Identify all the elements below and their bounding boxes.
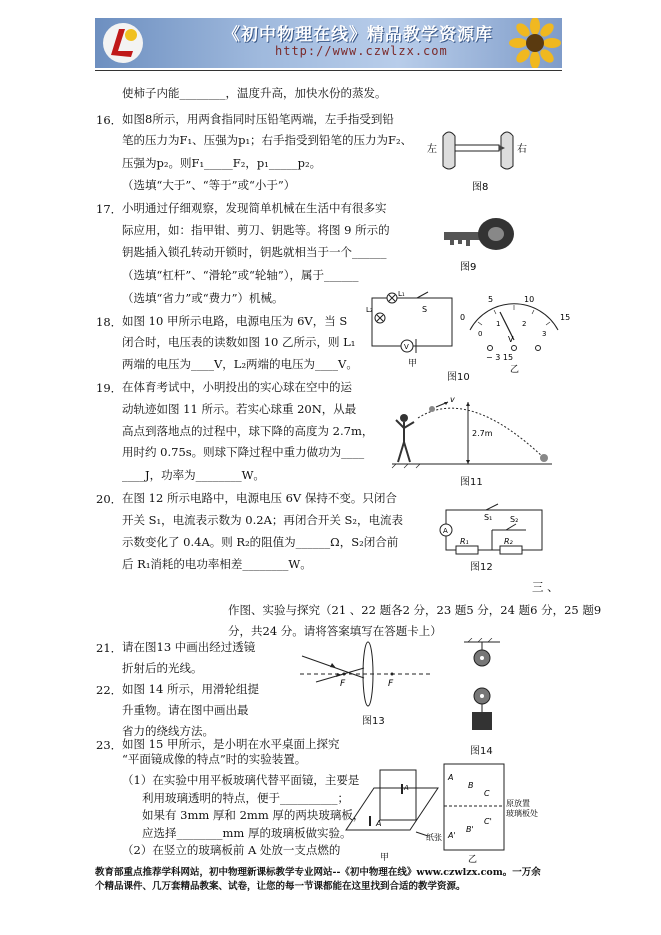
svg-text:B: B: [468, 781, 474, 790]
text-line: 在图 12 所示电路中，电源电压 6V 保持不变。只闭合: [122, 491, 397, 505]
svg-text:乙: 乙: [510, 365, 520, 375]
text-line: 应选择________mm 厚的玻璃板做实验。: [142, 826, 352, 840]
svg-text:S₁: S₁: [484, 513, 493, 522]
svg-text:玻璃板处: 玻璃板处: [506, 809, 538, 818]
text-line: 小明通过仔细观察，发现简单机械在生活中有很多实: [122, 201, 387, 215]
svg-text:2: 2: [522, 320, 527, 328]
text-line: 两端的电压为____V，L₂两端的电压为____V。: [122, 357, 358, 371]
figure-13: [296, 638, 436, 710]
svg-text:− 3 15: − 3 15: [486, 353, 514, 362]
svg-text:5: 5: [488, 295, 494, 304]
fig9-caption: 图9: [460, 262, 477, 273]
text-line: 如果有 3mm 厚和 2mm 厚的两块玻璃板，: [142, 808, 365, 822]
text-line: 动轨迹如图 11 所示。若实心球重 20N，从最: [122, 402, 357, 416]
svg-text:A': A': [448, 831, 456, 840]
text-line: （2）在竖立的玻璃板前 A 处放一支点燃的: [122, 843, 341, 857]
fig11-caption: 图11: [460, 477, 483, 488]
text-line: 际应用，如：指甲钳、剪刀、钥匙等。将图 9 所示的: [122, 223, 390, 237]
text-line: 使柿子内能________，温度升高，加快水份的蒸发。: [122, 86, 387, 100]
fig8-left-label: 左: [427, 144, 437, 155]
svg-text:原放置: 原放置: [506, 799, 530, 808]
banner-title: 《初中物理在线》精品教学资源库: [223, 25, 493, 45]
svg-text:S: S: [422, 305, 428, 314]
text-line: 升重物。请在图中画出最: [122, 703, 249, 717]
text-line: ____J，功率为________W。: [122, 468, 265, 482]
text-line: 折射后的光线。: [122, 661, 203, 675]
figure-15: [340, 760, 540, 866]
text-line: （选填“杠杆”、“滑轮”或“轮轴”），属于______: [122, 268, 359, 282]
fig13-caption: 图13: [362, 716, 385, 727]
svg-text:V: V: [404, 343, 409, 351]
svg-text:2.7m: 2.7m: [472, 429, 493, 438]
svg-text:C: C: [484, 789, 490, 798]
text-line: （选填“省力”或“费力”）机械。: [122, 291, 284, 305]
svg-text:A: A: [376, 819, 382, 828]
question-number: 21．: [96, 641, 123, 655]
banner-url[interactable]: http://www.czwlzx.com: [275, 44, 448, 58]
svg-text:C': C': [484, 817, 492, 826]
svg-text:F: F: [340, 679, 346, 689]
figure-8: [425, 126, 535, 194]
svg-text:L₁: L₁: [398, 290, 405, 298]
text-line: 如图 14 所示，用滑轮组提: [122, 682, 259, 696]
text-line: 钥匙插入锁孔转动开锁时，钥匙就相当于一个______: [122, 245, 387, 259]
figure-9: [440, 212, 520, 276]
text-line: （1）在实验中用平板玻璃代替平面镜，主要是: [122, 773, 360, 787]
text-line: 如图 15 甲所示，是小明在水平桌面上探究: [122, 737, 340, 751]
question-number: 16．: [96, 113, 123, 127]
text-line: 如图 10 甲所示电路，电源电压为 6V，当 S: [122, 314, 348, 328]
svg-text:v: v: [450, 395, 455, 404]
logo-icon: [101, 21, 145, 65]
text-line: 用时约 0.75s。则球下降过程中重力做功为____: [122, 445, 365, 459]
svg-text:F: F: [388, 679, 394, 689]
text-line: 省力的绕线方法。: [122, 724, 214, 738]
text-line: 开关 S₁，电流表示数为 0.2A；再闭合开关 S₂，电流表: [122, 513, 404, 527]
svg-text:10: 10: [524, 295, 535, 304]
question-number: 22．: [96, 683, 123, 697]
text-line: 压强为p₂。则F₁_____F₂，p₁_____p₂。: [122, 156, 322, 170]
svg-text:A: A: [448, 773, 454, 782]
figure-12: [436, 500, 552, 558]
header-separator: [95, 70, 562, 71]
text-line: 分，共24 分。请将答案填写在答题卡上）: [228, 624, 442, 638]
svg-text:A: A: [404, 784, 409, 792]
text-line: 闭合时，电压表的读数如图 10 乙所示，则 L₁: [122, 335, 356, 349]
text-line: 作图、实验与探究（21 、22 题各2 分，23 题5 分，24 题6 分，25 题9: [228, 603, 602, 617]
figure-11: [388, 392, 556, 472]
header-banner: [95, 18, 562, 68]
svg-text:B': B': [466, 825, 474, 834]
footer-line-1: 教育部重点推荐学科网站，初中物理新课标教学专业网站--《初中物理在线》www.czwlzx.com。一万余: [95, 867, 541, 878]
text-line: （选填“大于”、“等于”或“小于”）: [122, 178, 296, 192]
figure-14: [460, 638, 504, 744]
footer-line-2: 个精品课件、几万套精品教案、试卷，让您的每一节课都能在这里找到合适的教学资源。: [95, 881, 466, 892]
text-line: 笔的压力为F₁、压强为p₁；右手指受到铅笔的压力为F₂、: [122, 133, 413, 147]
svg-text:A: A: [443, 527, 448, 535]
question-number: 23．: [96, 738, 123, 752]
question-number: 18．: [96, 315, 123, 329]
text-line: 在体育考试中，小明投出的实心球在空中的运: [122, 380, 352, 394]
fig14-caption: 图14: [470, 746, 493, 757]
text-line: 利用玻璃透明的特点，便于__________；: [142, 791, 349, 805]
figure-10: [362, 290, 574, 380]
fig8-right-label: 右: [517, 144, 527, 155]
svg-text:乙: 乙: [468, 855, 478, 865]
svg-text:L₂: L₂: [366, 306, 373, 314]
fig8-caption: 图8: [472, 182, 489, 193]
svg-text:纸张: 纸张: [426, 833, 442, 842]
text-line: 三 、: [532, 580, 559, 594]
text-line: 请在图13 中画出经过透镜: [122, 640, 256, 654]
text-line: “平面镜成像的特点”时的实验装置。: [122, 752, 307, 766]
question-number: 17．: [96, 202, 123, 216]
svg-text:R₂: R₂: [504, 537, 513, 546]
svg-text:甲: 甲: [408, 359, 418, 369]
fig10-caption: 图10: [447, 372, 470, 383]
svg-text:S₂: S₂: [510, 515, 519, 524]
svg-text:3: 3: [542, 330, 547, 338]
sunflower-icon: [505, 18, 562, 68]
fig12-caption: 图12: [470, 562, 493, 573]
text-line: 如图8所示，用两食指同时压铅笔两端，左手指受到铅: [122, 112, 394, 126]
svg-text:R₁: R₁: [460, 537, 469, 546]
question-number: 19．: [96, 381, 123, 395]
text-line: 高点到落地点的过程中，球下降的高度为 2.7m，: [122, 424, 374, 438]
svg-text:0: 0: [460, 313, 466, 322]
svg-text:甲: 甲: [380, 853, 390, 863]
question-number: 20．: [96, 492, 123, 506]
text-line: 后 R₁消耗的电功率相差________W。: [122, 557, 312, 571]
svg-text:0: 0: [478, 330, 483, 338]
svg-text:15: 15: [560, 313, 571, 322]
svg-text:1: 1: [496, 320, 501, 328]
text-line: 示数变化了 0.4A。则 R₂的阻值为______Ω，S₂闭合前: [122, 535, 399, 549]
svg-text:V: V: [508, 335, 514, 344]
